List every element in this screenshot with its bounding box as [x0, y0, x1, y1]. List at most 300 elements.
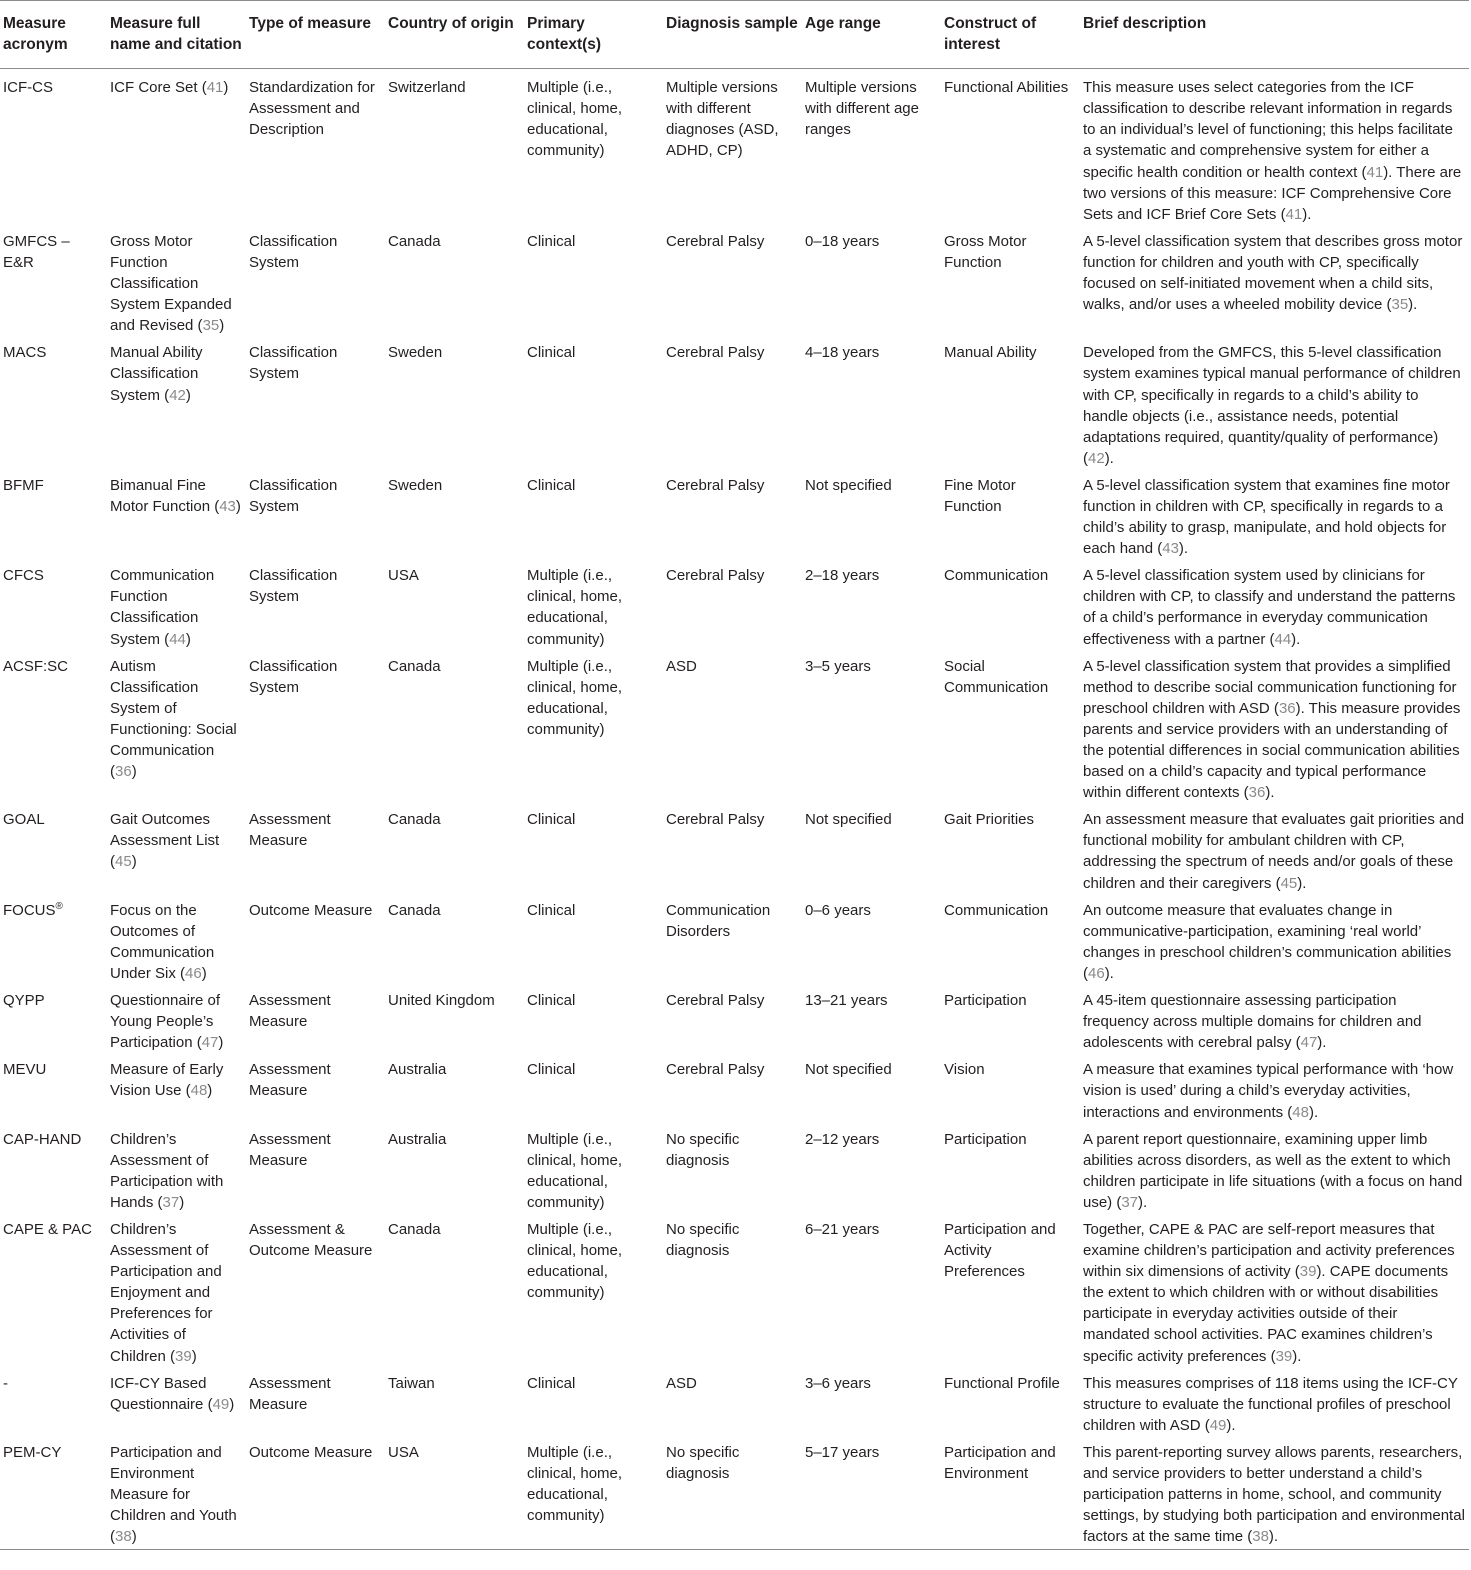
primary-context: [524, 1123, 663, 1213]
measure-type: [246, 69, 385, 225]
country-of-origin: [385, 69, 524, 225]
description-text: A parent report questionnaire, examining upper limb abilities across disorders, as well as the extent to which children participate in life situations (with a focus on hand use) (: [1083, 1130, 1463, 1211]
description-text: ).: [1302, 205, 1312, 223]
description-text: This parent-reporting survey allows parents, researchers, and service providers to better understand a child’s participation patterns in home, school, and community settings, by studying both participation and environmental factors at the same time (: [1083, 1443, 1465, 1546]
registered-mark: ®: [55, 900, 63, 912]
measure-full-name: Measure of Early Vision Use (48): [110, 1061, 224, 1100]
measure-acronym: [0, 225, 107, 336]
country-of-origin: [385, 803, 524, 893]
diagnosis-text: ASD: [666, 1374, 697, 1392]
acronym-text: QYPP: [3, 992, 45, 1010]
description-text: Together, CAPE & PAC are self-report measures that examine children’s participation and activity preferences within six dimensions of activity (: [1083, 1220, 1455, 1281]
primary-context: [524, 650, 663, 804]
context-text: Multiple (i.e., clinical, home, educational, community): [527, 657, 623, 738]
description-text: ).: [1138, 1193, 1148, 1211]
age-range: [802, 1213, 941, 1367]
diagnosis-sample: [663, 469, 802, 559]
construct-text: Gait Priorities: [944, 811, 1035, 829]
age-text: Not specified: [805, 1061, 892, 1079]
citation-ref: 37: [162, 1193, 180, 1211]
acronym-text: BFMF: [3, 476, 44, 494]
construct-of-interest: [941, 336, 1080, 469]
type-text: Classification System: [249, 344, 338, 383]
context-text: Clinical: [527, 344, 576, 362]
measure-acronym: [0, 984, 107, 1053]
table-row: [0, 469, 1469, 559]
full-name-text: Measure of Early Vision Use: [110, 1061, 224, 1100]
age-text: 5–17 years: [805, 1443, 880, 1461]
primary-context: [524, 225, 663, 336]
measure-acronym: [0, 1436, 107, 1550]
description-text: A 5-level classification system that provides a simplified method to describe social communication functioning for preschool children with ASD (: [1083, 657, 1457, 717]
description-text: ). This measure provides parents and service providers with an understanding of the potential differences in social communication abilities based on a child’s capacity and typical performance within different contexts (: [1083, 699, 1461, 802]
description-text: ).: [1308, 1103, 1319, 1121]
full-name-text: Gait Outcomes Assessment List: [110, 811, 220, 850]
context-text: Clinical: [527, 232, 576, 250]
diagnosis-sample: [663, 1123, 802, 1213]
construct-text: Communication: [944, 901, 1049, 919]
full-name-text: Gross Motor Function Classification System Expanded and Revised: [110, 232, 232, 335]
header-country: Country of origin: [388, 15, 514, 32]
measure-full-name: ICF-CY Based Questionnaire (49): [110, 1374, 235, 1413]
acronym-text: CAP-HAND: [3, 1130, 82, 1148]
primary-context: [524, 1436, 663, 1550]
measure-type: [246, 803, 385, 893]
full-name-text: ICF Core Set: [110, 79, 198, 97]
citation-ref: 38: [1252, 1528, 1269, 1546]
citation-ref: 41: [206, 79, 224, 97]
brief-description: [1080, 803, 1469, 893]
description-text: ).: [1178, 540, 1189, 558]
acronym-text: PEM-CY: [3, 1443, 62, 1461]
construct-text: Functional Abilities: [944, 79, 1069, 97]
measure-type: [246, 336, 385, 469]
brief-description: [1080, 225, 1469, 336]
age-range: [802, 469, 941, 559]
type-text: Assessment Measure: [249, 1061, 331, 1100]
diagnosis-text: Cerebral Palsy: [666, 232, 765, 250]
age-range: [802, 1436, 941, 1550]
table-body: [0, 69, 1469, 1550]
context-text: Multiple (i.e., clinical, home, educational, community): [527, 1443, 623, 1525]
measure-type: [246, 1367, 385, 1436]
country-text: USA: [388, 567, 419, 585]
citation-ref: 36: [115, 763, 132, 781]
header-full-name: Measure full name and citation: [110, 15, 242, 54]
description-text: ).: [1104, 449, 1114, 467]
measure-acronym: [0, 1367, 107, 1436]
country-of-origin: [385, 1436, 524, 1550]
measure-type: [246, 225, 385, 336]
diagnosis-text: Cerebral Palsy: [666, 1061, 765, 1079]
age-range: [802, 225, 941, 336]
primary-context: [524, 69, 663, 225]
context-text: Clinical: [527, 901, 576, 919]
age-text: Multiple versions with different age ranges: [805, 79, 919, 139]
citation-ref: 43: [219, 497, 236, 515]
measure-full-name: Bimanual Fine Motor Function (43): [110, 476, 241, 515]
brief-description: [1080, 336, 1469, 469]
acronym-text: GOAL: [3, 811, 45, 829]
measure-full-name: Autism Classification System of Functioning: Social Communication (36): [110, 657, 237, 781]
diagnosis-text: No specific diagnosis: [666, 1130, 740, 1169]
construct-text: Participation and Activity Preferences: [944, 1220, 1056, 1281]
type-text: Classification System: [249, 232, 338, 271]
citation-ref: 44: [169, 630, 186, 648]
diagnosis-text: Cerebral Palsy: [666, 811, 765, 829]
type-text: Assessment Measure: [249, 992, 331, 1031]
primary-context: [524, 1367, 663, 1436]
measure-type: [246, 469, 385, 559]
measure-acronym: [0, 1123, 107, 1213]
header-description: Brief description: [1083, 15, 1207, 32]
country-of-origin: [385, 1123, 524, 1213]
measure-acronym: [0, 69, 107, 225]
brief-description: [1080, 984, 1469, 1053]
brief-description: [1080, 1213, 1469, 1367]
measure-acronym: [0, 559, 107, 649]
age-text: 6–21 years: [805, 1220, 880, 1238]
citation-ref: 44: [1274, 630, 1292, 648]
full-name-text: Focus on the Outcomes of Communication Under Six: [110, 901, 215, 982]
construct-of-interest: [941, 894, 1080, 984]
header-row: [0, 1, 1469, 69]
type-text: Classification System: [249, 657, 338, 696]
diagnosis-sample: [663, 894, 802, 984]
primary-context: [524, 559, 663, 649]
diagnosis-sample: [663, 984, 802, 1053]
country-text: Switzerland: [388, 79, 466, 97]
age-range: [802, 984, 941, 1053]
age-text: 4–18 years: [805, 344, 880, 362]
context-text: Clinical: [527, 476, 576, 494]
acronym-text: ICF-CS: [3, 79, 53, 97]
description-text: This measure uses select categories from the ICF classification to describe relevant information in regards to an individual’s level of functioning; this helps facilitate a systematic and comprehensive system for either a specific health condition or health context (: [1083, 79, 1453, 181]
age-range: [802, 336, 941, 469]
context-text: Multiple (i.e., clinical, home, educational, community): [527, 1130, 623, 1211]
country-of-origin: [385, 469, 524, 559]
brief-description: [1080, 894, 1469, 984]
citation-ref: 42: [1088, 449, 1105, 467]
diagnosis-sample: [663, 559, 802, 649]
brief-description: [1080, 469, 1469, 559]
citation-ref: 46: [185, 964, 202, 982]
construct-text: Participation and Environment: [944, 1443, 1056, 1482]
type-text: Outcome Measure: [249, 1443, 373, 1461]
diagnosis-sample: [663, 650, 802, 804]
full-name-text: Autism Classification System of Functioning: Social Communication: [110, 657, 237, 759]
description-text: ).: [1265, 784, 1275, 802]
citation-ref: 41: [1285, 205, 1303, 223]
age-text: Not specified: [805, 811, 892, 829]
age-text: 0–18 years: [805, 232, 880, 250]
measure-acronym: [0, 650, 107, 804]
measure-full-name: Communication Function Classification System (44): [110, 567, 215, 648]
citation-ref: 48: [1292, 1103, 1309, 1121]
citation-ref: 48: [190, 1082, 208, 1100]
construct-text: Social Communication: [944, 657, 1049, 696]
table-row: [0, 984, 1469, 1053]
age-text: Not specified: [805, 476, 892, 494]
full-name-text: Bimanual Fine Motor Function: [110, 476, 211, 515]
diagnosis-text: No specific diagnosis: [666, 1220, 740, 1260]
diagnosis-sample: [663, 1436, 802, 1550]
description-text: This measures comprises of 118 items using the ICF-CY structure to evaluate the functional profiles of preschool children with ASD (: [1083, 1374, 1458, 1434]
construct-of-interest: [941, 650, 1080, 804]
acronym-text: CFCS: [3, 567, 44, 585]
construct-of-interest: [941, 1053, 1080, 1122]
full-name-text: Participation and Environment Measure for Children and Youth: [110, 1443, 237, 1525]
country-text: Sweden: [388, 476, 443, 494]
acronym-text: GMFCS – E&R: [3, 232, 70, 271]
country-of-origin: [385, 1367, 524, 1436]
country-of-origin: [385, 650, 524, 804]
measure-full-name: Focus on the Outcomes of Communication Under Six (46): [110, 901, 215, 982]
full-name-text: Questionnaire of Young People’s Participation: [110, 992, 221, 1052]
diagnosis-sample: [663, 803, 802, 893]
diagnosis-text: Cerebral Palsy: [666, 476, 765, 494]
country-text: USA: [388, 1443, 419, 1461]
age-range: [802, 1053, 941, 1122]
construct-text: Participation: [944, 1130, 1027, 1148]
measure-type: [246, 559, 385, 649]
measure-type: [246, 1053, 385, 1122]
age-text: 2–18 years: [805, 567, 880, 585]
context-text: Clinical: [527, 811, 576, 829]
citation-ref: 39: [175, 1347, 192, 1365]
age-range: [802, 69, 941, 225]
header-diagnosis: Diagnosis sample: [666, 15, 798, 32]
country-text: Sweden: [388, 344, 443, 362]
construct-of-interest: [941, 225, 1080, 336]
diagnosis-text: No specific diagnosis: [666, 1443, 740, 1482]
description-text: An assessment measure that evaluates gait priorities and functional mobility for ambulant children with CP, addressing the spectrum of needs and/or goals of these children and their caregivers (: [1083, 811, 1465, 892]
construct-of-interest: [941, 803, 1080, 893]
description-text: ).: [1104, 964, 1114, 982]
primary-context: [524, 803, 663, 893]
country-text: Canada: [388, 811, 441, 829]
construct-text: Gross Motor Function: [944, 232, 1027, 271]
brief-description: [1080, 1123, 1469, 1213]
primary-context: [524, 336, 663, 469]
description-text: A 5-level classification system that examines fine motor function in children with CP, specifically in regards to a child’s ability to grasp, manipulate, and hold objects for each hand (: [1083, 476, 1450, 558]
country-text: Australia: [388, 1061, 447, 1079]
country-text: Canada: [388, 901, 441, 919]
diagnosis-sample: [663, 225, 802, 336]
citation-ref: 37: [1121, 1193, 1139, 1211]
diagnosis-sample: [663, 1053, 802, 1122]
country-text: Canada: [388, 1220, 441, 1238]
country-of-origin: [385, 336, 524, 469]
description-text: Developed from the GMFCS, this 5-level classification system examines typical manual performance of children with CP, specifically in regards to a child’s ability to handle objects (i.e., assistance needs, potential adaptations required, quantity/quality of performance) (: [1083, 344, 1461, 467]
brief-description: [1080, 69, 1469, 225]
country-text: Australia: [388, 1130, 447, 1148]
citation-ref: 49: [212, 1395, 230, 1413]
measure-full-name: Manual Ability Classification System (42): [110, 344, 203, 404]
type-text: Assessment Measure: [249, 1374, 331, 1413]
context-text: Multiple (i.e., clinical, home, educational, community): [527, 79, 623, 160]
primary-context: [524, 984, 663, 1053]
table-row: [0, 1367, 1469, 1436]
construct-text: Communication: [944, 567, 1049, 585]
measure-type: [246, 984, 385, 1053]
description-text: A 5-level classification system that describes gross motor function for children and youth with CP, specifically focused on self-initiated movement when a child sits, walks, and/or uses a wheeled mobility device (: [1083, 232, 1463, 314]
description-text: ).: [1226, 1416, 1236, 1434]
table-row: [0, 1123, 1469, 1213]
age-range: [802, 650, 941, 804]
age-range: [802, 1123, 941, 1213]
citation-ref: 36: [1278, 699, 1296, 717]
construct-text: Vision: [944, 1061, 985, 1079]
diagnosis-sample: [663, 69, 802, 225]
context-text: Clinical: [527, 1374, 576, 1392]
context-text: Clinical: [527, 1061, 576, 1079]
description-text: ).: [1268, 1528, 1279, 1546]
measure-acronym: [0, 1213, 107, 1367]
table-row: [0, 559, 1469, 649]
construct-of-interest: [941, 1123, 1080, 1213]
country-text: Taiwan: [388, 1374, 435, 1392]
measure-full-name: Questionnaire of Young People’s Participation (47): [110, 992, 224, 1052]
acronym-text: ACSF:SC: [3, 657, 69, 675]
measure-type: [246, 650, 385, 804]
full-name-text: Children’s Assessment of Participation and Enjoyment and Preferences for Activities of Children: [110, 1220, 222, 1365]
citation-ref: 43: [1162, 540, 1179, 558]
table-row: [0, 336, 1469, 469]
citation-ref: 47: [1300, 1034, 1318, 1052]
country-of-origin: [385, 225, 524, 336]
citation-ref: 46: [1088, 964, 1105, 982]
country-text: Canada: [388, 657, 441, 675]
measure-full-name: Gross Motor Function Classification System Expanded and Revised (35): [110, 232, 232, 335]
diagnosis-sample: [663, 1213, 802, 1367]
header-context: Primary context(s): [527, 15, 602, 54]
measure-type: [246, 1436, 385, 1550]
construct-text: Manual Ability: [944, 344, 1037, 362]
construct-text: Functional Profile: [944, 1374, 1060, 1392]
citation-ref: 35: [202, 317, 220, 335]
measure-type: [246, 894, 385, 984]
construct-text: Participation: [944, 992, 1027, 1010]
construct-of-interest: [941, 469, 1080, 559]
brief-description: [1080, 1436, 1469, 1550]
citation-ref: 36: [1248, 784, 1266, 802]
table-row: [0, 803, 1469, 893]
age-text: 13–21 years: [805, 992, 888, 1010]
age-text: 2–12 years: [805, 1130, 880, 1148]
acronym-text: MACS: [3, 344, 47, 362]
age-range: [802, 803, 941, 893]
age-text: 0–6 years: [805, 901, 871, 919]
description-text: ).: [1317, 1034, 1327, 1052]
primary-context: [524, 469, 663, 559]
citation-ref: 35: [1391, 296, 1409, 314]
country-of-origin: [385, 984, 524, 1053]
diagnosis-text: Cerebral Palsy: [666, 992, 765, 1010]
age-range: [802, 559, 941, 649]
type-text: Assessment Measure: [249, 811, 331, 850]
primary-context: [524, 1053, 663, 1122]
acronym-text: FOCUS: [3, 901, 56, 919]
type-text: Standardization for Assessment and Description: [249, 79, 375, 139]
context-text: Multiple (i.e., clinical, home, educational, community): [527, 1220, 623, 1302]
measure-full-name: ICF Core Set (41): [110, 79, 229, 97]
header-construct: Construct of interest: [944, 15, 1037, 54]
description-text: ). There are two versions of this measure: ICF Comprehensive Core Sets and ICF Brief Core Sets (: [1083, 163, 1462, 223]
type-text: Assessment Measure: [249, 1130, 331, 1169]
acronym-text: -: [3, 1374, 8, 1392]
citation-ref: 42: [169, 386, 186, 404]
description-text: ).: [1292, 1347, 1302, 1365]
diagnosis-text: Communication Disorders: [666, 901, 771, 940]
country-of-origin: [385, 1053, 524, 1122]
measure-acronym: [0, 469, 107, 559]
table-row: [0, 1436, 1469, 1550]
diagnosis-sample: [663, 336, 802, 469]
citation-ref: 39: [1275, 1347, 1293, 1365]
description-text: A 5-level classification system used by clinicians for children with CP, to classify and understand the patterns of a child’s performance in everyday communication effectiveness with a partner (: [1083, 567, 1456, 648]
construct-of-interest: [941, 1436, 1080, 1550]
measure-acronym: [0, 894, 107, 984]
type-text: Outcome Measure: [249, 901, 373, 919]
table-row: [0, 894, 1469, 984]
header-type: Type of measure: [249, 15, 372, 32]
context-text: Multiple (i.e., clinical, home, educational, community): [527, 567, 623, 648]
citation-ref: 41: [1366, 163, 1384, 181]
country-of-origin: [385, 894, 524, 984]
diagnosis-text: Cerebral Palsy: [666, 344, 765, 362]
description-text: An outcome measure that evaluates change in communicative-participation, examining ‘real world’ changes in preschool children’s communication abilities (: [1083, 901, 1452, 982]
diagnosis-text: Cerebral Palsy: [666, 567, 765, 585]
description-text: ).: [1297, 874, 1307, 892]
measure-full-name: Children’s Assessment of Participation with Hands (37): [110, 1130, 224, 1211]
measure-full-name: Children’s Assessment of Participation and Enjoyment and Preferences for Activities of Children (39): [110, 1220, 222, 1365]
age-text: 3–5 years: [805, 657, 871, 675]
citation-ref: 47: [201, 1034, 219, 1052]
acronym-text: MEVU: [3, 1061, 47, 1079]
full-name-text: Communication Function Classification System: [110, 567, 215, 648]
measure-type: [246, 1213, 385, 1367]
acronym-text: CAPE & PAC: [3, 1220, 92, 1238]
context-text: Clinical: [527, 992, 576, 1010]
age-range: [802, 1367, 941, 1436]
description-text: ).: [1408, 296, 1418, 314]
diagnosis-sample: [663, 1367, 802, 1436]
citation-ref: 39: [1299, 1263, 1317, 1281]
full-name-text: Manual Ability Classification System: [110, 344, 203, 404]
header-acronym: Measure acronym: [3, 15, 68, 54]
measure-acronym: [0, 803, 107, 893]
measure-full-name: Participation and Environment Measure for Children and Youth (38): [110, 1443, 237, 1546]
full-name-text: Children’s Assessment of Participation with Hands: [110, 1130, 224, 1211]
measure-acronym: [0, 1053, 107, 1122]
description-text: ). CAPE documents the extent to which children with or without disabilities participate in everyday activities outside of their mandated school activities. PAC examines children’s specific activity preferences (: [1083, 1263, 1449, 1365]
measure-type: [246, 1123, 385, 1213]
description-text: ).: [1291, 630, 1301, 648]
type-text: Assessment & Outcome Measure: [249, 1220, 373, 1260]
construct-of-interest: [941, 984, 1080, 1053]
table-row: [0, 650, 1469, 804]
full-name-text: ICF-CY Based Questionnaire: [110, 1374, 207, 1413]
description-text: A 45-item questionnaire assessing participation frequency across multiple domains for children and adolescents with cerebral palsy (: [1083, 992, 1422, 1052]
age-range: [802, 894, 941, 984]
citation-ref: 45: [115, 853, 132, 871]
table-row: [0, 1213, 1469, 1367]
country-text: Canada: [388, 232, 441, 250]
construct-text: Fine Motor Function: [944, 476, 1016, 515]
header-age: Age range: [805, 15, 881, 32]
measure-acronym: [0, 336, 107, 469]
